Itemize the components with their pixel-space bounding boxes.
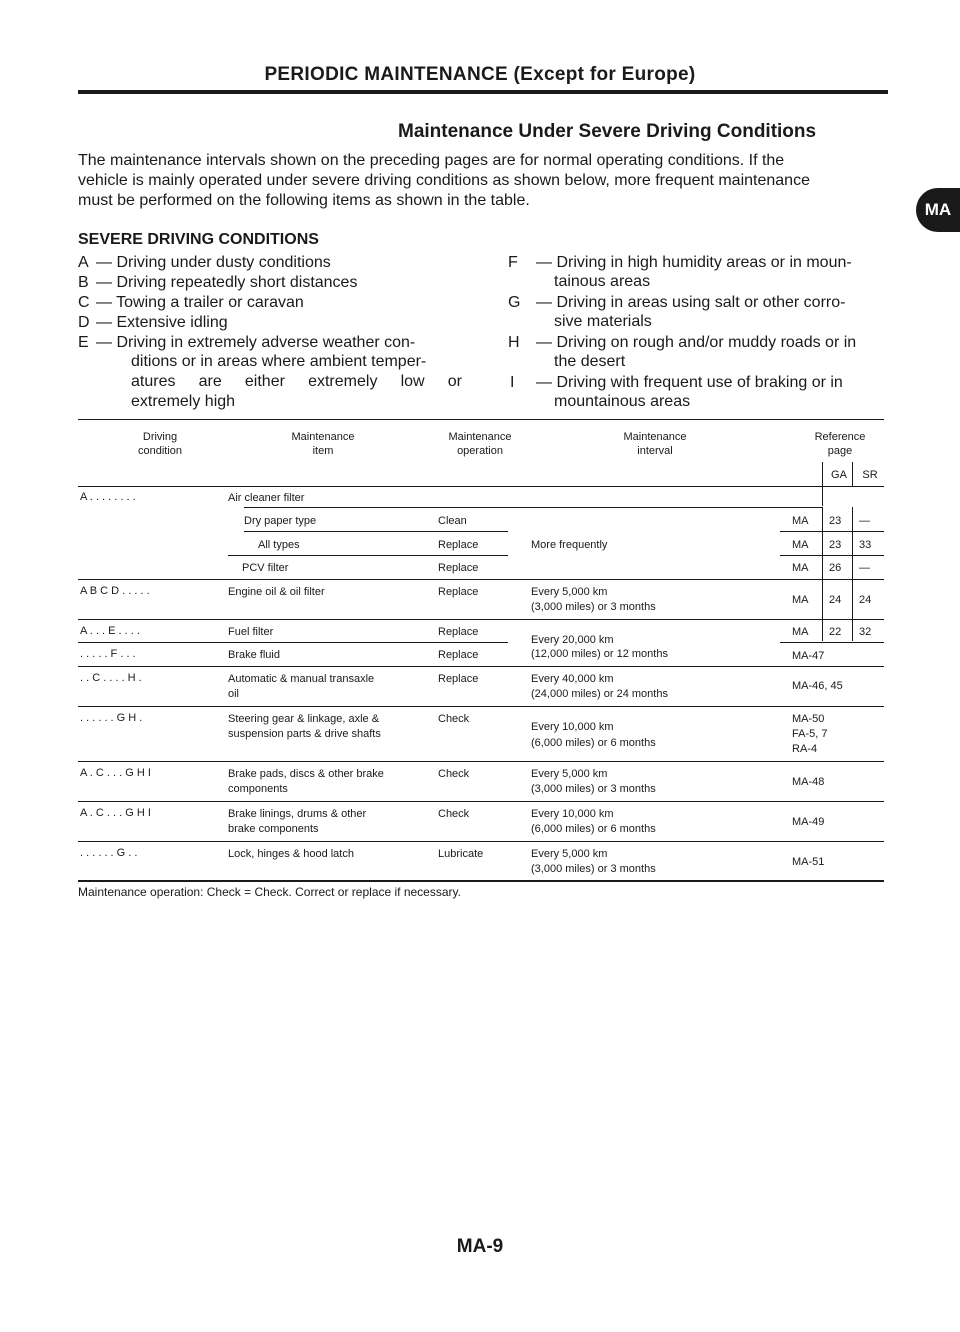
- condition-letter: C: [78, 294, 90, 311]
- row-rule: [78, 619, 884, 620]
- row-operation: Replace: [438, 649, 479, 661]
- row-rule: [78, 841, 884, 842]
- row-item: All types: [258, 539, 300, 551]
- row-interval: (24,000 miles) or 24 months: [531, 688, 668, 700]
- header-maintenance-operation: Maintenance operation: [448, 431, 512, 457]
- page-number: MA-9: [456, 1236, 504, 1257]
- row-operation: Replace: [438, 626, 479, 638]
- row-sr: 33: [859, 539, 872, 551]
- row-rule: [78, 666, 884, 667]
- condition-i: [508, 373, 908, 393]
- ga-sr-divider: [822, 462, 823, 486]
- condition-text: — Driving with frequent use of braking or in: [536, 374, 843, 391]
- row-operation: Replace: [438, 539, 479, 551]
- row-rule: [78, 706, 884, 707]
- row-ref: MA-47: [792, 650, 825, 662]
- row-rule: [244, 531, 508, 532]
- row-interval: More frequently: [531, 539, 608, 551]
- header-rule: [78, 90, 888, 94]
- row-item: Dry paper type: [244, 515, 317, 527]
- ga-sr-divider: [852, 462, 853, 486]
- col-divider: [852, 619, 853, 641]
- section-side-tab: MA: [916, 188, 960, 232]
- row-ref: MA-49: [792, 816, 825, 828]
- condition-text-continued: atures are either extremely low or: [131, 373, 462, 390]
- row-ref: RA-4: [792, 743, 818, 755]
- row-rule: [78, 642, 508, 643]
- col-divider: [822, 486, 823, 506]
- condition-letter: A: [78, 254, 89, 271]
- row-sr: —: [859, 515, 870, 527]
- condition-f: [508, 253, 908, 273]
- condition-a: [78, 253, 478, 273]
- intro-line: The maintenance intervals shown on the preceding pages are for normal operating conditions. If the: [78, 152, 785, 169]
- condition-e: [78, 333, 478, 353]
- row-ref: MA-50: [792, 713, 825, 725]
- condition-text: — Driving in high humidity areas or in moun-: [536, 254, 852, 271]
- condition-letter: F: [508, 254, 518, 271]
- header-maintenance-item: Maintenance item: [291, 431, 355, 457]
- row-rule: [78, 761, 884, 762]
- row-condition: . . . . . . G . .: [80, 847, 138, 859]
- row-interval: Every 5,000 km: [531, 586, 608, 598]
- row-interval: (3,000 miles) or 3 months: [531, 601, 656, 613]
- row-rule: [780, 531, 884, 532]
- table-top-rule: [78, 419, 884, 420]
- row-operation: Check: [438, 808, 470, 820]
- row-rule: [780, 555, 884, 556]
- condition-letter: I: [510, 374, 515, 391]
- footnote: Maintenance operation: Check = Check. Correct or replace if necessary.: [78, 885, 461, 899]
- row-operation: Replace: [438, 562, 479, 574]
- row-condition: A . . . . . . . .: [80, 491, 136, 503]
- condition-text: — Extensive idling: [96, 314, 228, 331]
- condition-text-continued: mountainous areas: [554, 393, 691, 410]
- row-item: brake components: [228, 823, 319, 835]
- row-sr: 32: [859, 626, 872, 638]
- condition-letter: H: [508, 334, 520, 351]
- row-rule: [780, 642, 884, 643]
- row-item: Automatic & manual transaxle: [228, 673, 375, 685]
- section-title: Maintenance Under Severe Driving Conditions: [398, 121, 817, 142]
- row-interval: Every 5,000 km: [531, 848, 608, 860]
- condition-letter: B: [78, 274, 89, 291]
- intro-line: vehicle is mainly operated under severe driving conditions as shown below, more frequent maintenance: [78, 172, 810, 189]
- row-ref: FA-5, 7: [792, 728, 828, 740]
- row-condition: . . C . . . . H .: [80, 672, 142, 684]
- row-operation: Check: [438, 713, 470, 725]
- row-ref: MA: [792, 562, 809, 574]
- row-ga: 23: [829, 539, 842, 551]
- row-item: Brake linings, drums & other: [228, 808, 367, 820]
- row-ref: MA: [792, 515, 809, 527]
- row-item: Brake pads, discs & other brake: [228, 768, 384, 780]
- row-item: Fuel filter: [228, 626, 274, 638]
- row-item: Air cleaner filter: [228, 492, 305, 504]
- header-maintenance-interval: Maintenance interval: [623, 431, 687, 457]
- condition-g: [508, 293, 908, 313]
- header-driving-condition: Driving condition: [137, 431, 183, 457]
- row-item: PCV filter: [242, 562, 289, 574]
- row-condition: A B C D . . . . .: [80, 585, 150, 597]
- row-operation: Replace: [438, 673, 479, 685]
- row-interval: Every 20,000 km: [531, 634, 614, 646]
- row-condition: . . . . . F . . .: [80, 648, 136, 660]
- row-ga: 26: [829, 562, 842, 574]
- condition-text: — Towing a trailer or caravan: [96, 294, 304, 311]
- condition-text: — Driving in areas using salt or other corro-: [536, 294, 846, 311]
- condition-d: [78, 313, 478, 333]
- row-rule: [228, 555, 508, 556]
- row-ref: MA-46, 45: [792, 680, 843, 692]
- row-sr: —: [859, 562, 870, 574]
- row-interval: Every 10,000 km: [531, 808, 614, 820]
- condition-letter: G: [508, 294, 521, 311]
- col-divider: [822, 555, 823, 579]
- header-ga: GA: [831, 469, 847, 481]
- row-item: components: [228, 783, 288, 795]
- header-reference-page: Reference page: [814, 431, 866, 457]
- condition-text-continued: extremely high: [131, 393, 236, 410]
- row-interval: Every 10,000 km: [531, 721, 614, 733]
- table-bottom-rule: [78, 880, 884, 882]
- intro-paragraph: [78, 151, 890, 211]
- row-interval: (6,000 miles) or 6 months: [531, 737, 656, 749]
- row-rule: [244, 507, 822, 508]
- row-ref: MA-51: [792, 856, 825, 868]
- row-interval: (3,000 miles) or 3 months: [531, 783, 656, 795]
- row-interval: (3,000 miles) or 3 months: [531, 863, 656, 875]
- condition-h: [508, 333, 908, 353]
- severe-conditions-heading: SEVERE DRIVING CONDITIONS: [78, 231, 319, 248]
- row-item: Lock, hinges & hood latch: [228, 848, 354, 860]
- col-divider: [852, 555, 853, 579]
- col-divider: [852, 579, 853, 619]
- row-ref: MA: [792, 626, 809, 638]
- condition-letter: E: [78, 334, 89, 351]
- page-header-title: PERIODIC MAINTENANCE (Except for Europe): [264, 64, 696, 85]
- condition-text: — Driving in extremely adverse weather con-: [96, 334, 416, 351]
- row-condition: . . . . . . G H .: [80, 712, 143, 724]
- row-ga: 23: [829, 515, 842, 527]
- row-operation: Check: [438, 768, 470, 780]
- condition-text-continued: sive materials: [554, 313, 652, 330]
- row-item: suspension parts & drive shafts: [228, 728, 381, 740]
- row-ga: 24: [829, 594, 842, 606]
- row-item: Engine oil & oil filter: [228, 586, 325, 598]
- condition-text-continued: the desert: [554, 353, 626, 370]
- col-divider: [852, 531, 853, 555]
- row-item: Steering gear & linkage, axle &: [228, 713, 380, 725]
- row-condition: A . . . E . . . .: [80, 625, 140, 637]
- row-condition: A . C . . . G H I: [80, 807, 151, 819]
- row-operation: Clean: [438, 515, 467, 527]
- row-item: Brake fluid: [228, 649, 280, 661]
- row-operation: Replace: [438, 586, 479, 598]
- row-ga: 22: [829, 626, 842, 638]
- condition-text: — Driving repeatedly short distances: [96, 274, 358, 291]
- col-divider: [852, 507, 853, 531]
- condition-b: [78, 273, 478, 293]
- col-divider: [822, 579, 823, 619]
- condition-text: — Driving on rough and/or muddy roads or in: [536, 334, 857, 351]
- condition-c: [78, 293, 478, 313]
- col-divider: [822, 531, 823, 555]
- col-divider: [822, 507, 823, 531]
- condition-text-continued: tainous areas: [554, 273, 651, 290]
- row-item: oil: [228, 688, 240, 700]
- intro-line: must be performed on the following items as shown in the table.: [78, 192, 530, 209]
- row-interval: (12,000 miles) or 12 months: [531, 648, 668, 660]
- row-ref: MA: [792, 594, 809, 606]
- condition-letter: D: [78, 314, 90, 331]
- row-rule: [78, 801, 884, 802]
- condition-text: — Driving under dusty conditions: [96, 254, 331, 271]
- row-condition: A . C . . . G H I: [80, 767, 151, 779]
- row-operation: Lubricate: [438, 848, 484, 860]
- row-rule: [78, 579, 884, 580]
- row-interval: Every 40,000 km: [531, 673, 614, 685]
- row-interval: Every 5,000 km: [531, 768, 608, 780]
- row-sr: 24: [859, 594, 872, 606]
- header-rule: [78, 486, 884, 487]
- col-divider: [822, 619, 823, 641]
- header-sr: SR: [862, 469, 878, 481]
- row-interval: (6,000 miles) or 6 months: [531, 823, 656, 835]
- row-ref: MA-48: [792, 776, 825, 788]
- row-ref: MA: [792, 539, 809, 551]
- condition-text-continued: ditions or in areas where ambient temper-: [131, 353, 427, 370]
